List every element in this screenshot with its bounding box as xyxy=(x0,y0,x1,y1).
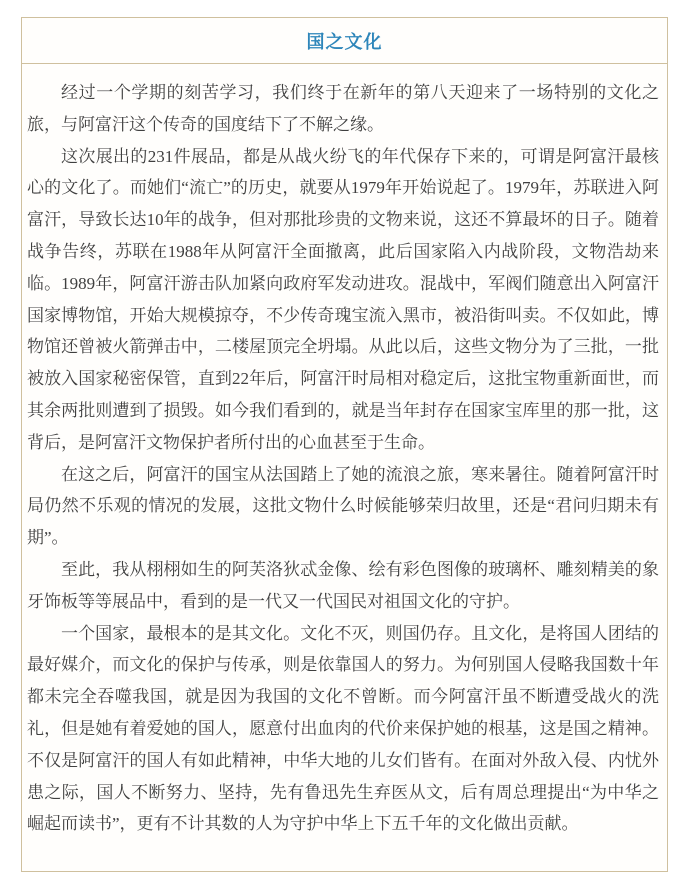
article-header xyxy=(22,18,667,64)
article-paragraph: 至此，我从栩栩如生的阿芙洛狄忒金像、绘有彩色图像的玻璃杯、雕刻精美的象牙饰板等等展品中，看到的是一代又一代国民对祖国文化的守护。 xyxy=(27,559,659,611)
article-title: 国之文化 xyxy=(306,31,383,52)
article-body xyxy=(22,64,667,871)
article-paragraph: 在这之后，阿富汗的国宝从法国踏上了她的流浪之旅，寒来暑往。随着阿富汗时局仍然不乐观的情况的发展，这批文物什么时候能够荣归故里，还是“君问归期未有期”。 xyxy=(27,464,659,548)
article-paragraph: 这次展出的231件展品，都是从战火纷飞的年代保存下来的，可谓是阿富汗最核心的文化了。而她们“流亡”的历史，就要从1979年开始说起了。1979年，苏联进入阿富汗，导致长达10年的战争，但对那批珍贵的文物来说，这还不算最坏的日子。随着战争告终，苏联在1988年从阿富汗全面撤离，此后国家陷入内战阶段，文物浩劫来临。1989年，阿富汗游击队加紧向政府军发动进攻。混战中，军阀们随意出入阿富汗国家博物馆，开始大规模掠夺，不少传奇瑰宝流入黑市，被沿街叫卖。不仅如此，博物馆还曾被火箭弹击中，二楼屋顶完全坍塌。从此以后，这些文物分为了三批，一批被放入国家秘密保管，直到22年后，阿富汗时局相对稳定后，这批宝物重新面世，而其余两批则遭到了损毁。如今我们看到的，就是当年封存在国家宝库里的那一批，这背后，是阿富汗文物保护者所付出的心血甚至于生命。 xyxy=(27,146,659,452)
article-card xyxy=(21,17,668,872)
article-paragraph: 一个国家，最根本的是其文化。文化不灭，则国仍存。且文化，是将国人团结的最好媒介，而文化的保护与传承，则是依靠国人的努力。为何别国人侵略我国数十年都未完全吞噬我国，就是因为我国的文化不曾断。而今阿富汗虽不断遭受战火的洗礼，但是她有着爱她的国人，愿意付出血肉的代价来保护她的根基，这是国之精神。不仅是阿富汗的国人有如此精神，中华大地的儿女们皆有。在面对外敌入侵、内忧外患之际，国人不断努力、坚持，先有鲁迅先生弃医从文，后有周总理提出“为中华之崛起而读书”，更有不计其数的人为守护中华上下五千年的文化做出贡献。 xyxy=(27,623,659,834)
article-paragraph: 经过一个学期的刻苦学习，我们终于在新年的第八天迎来了一场特别的文化之旅，与阿富汗这个传奇的国度结下了不解之缘。 xyxy=(27,83,659,134)
